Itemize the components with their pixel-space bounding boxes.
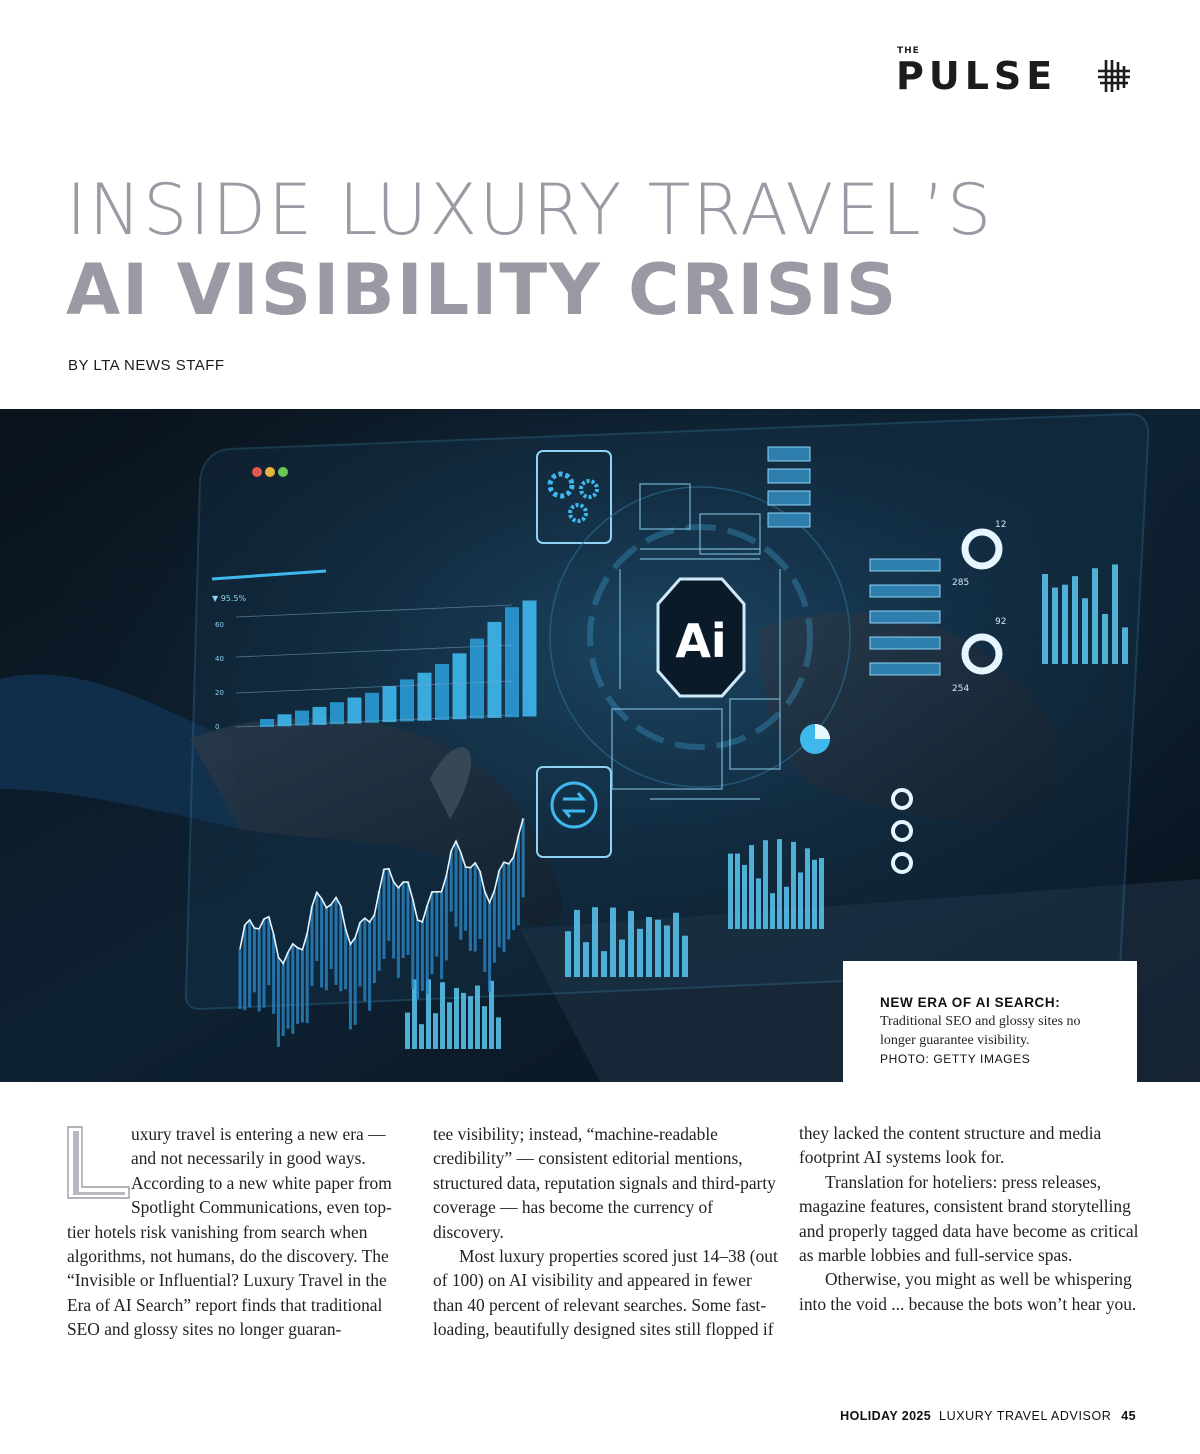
hud-bar <box>655 920 661 977</box>
photo-caption <box>843 961 1137 1082</box>
hud-bar <box>433 1013 438 1049</box>
hud-bar <box>239 949 242 1009</box>
pulse-logo-mark-icon <box>1096 58 1132 94</box>
hud-bar <box>315 892 318 961</box>
hud-bar <box>468 996 473 1049</box>
hud-bar <box>488 902 491 992</box>
hud-bar <box>488 622 502 718</box>
hud-bar <box>440 982 445 1049</box>
hud-bar <box>637 929 643 977</box>
hud-bar <box>258 929 261 1012</box>
hud-bar <box>282 963 285 1035</box>
hud-bar <box>407 882 410 955</box>
hud-bar <box>1112 564 1118 664</box>
hud-bar <box>330 904 333 968</box>
hud-bar <box>728 854 733 929</box>
article-paragraph: Translation for hoteliers: press releases, magazine features, consistent brand storytelling and properly tagged data have become as critical as marble lobbies and full-service spas. <box>799 1171 1139 1266</box>
hud-bar <box>419 1024 424 1049</box>
hud-bar <box>610 908 616 977</box>
hud-bar <box>335 898 338 985</box>
hud-bar <box>383 869 386 959</box>
hud-bar <box>784 887 789 929</box>
hud-bar <box>359 923 362 987</box>
hud-bar <box>574 910 580 977</box>
hud-bar <box>344 929 347 989</box>
hud-bar <box>503 862 506 952</box>
hud-bar <box>1082 598 1088 664</box>
caption-text: Traditional SEO and glossy sites no longer guarantee visibility. <box>880 1014 1081 1048</box>
hud-bar <box>378 891 381 971</box>
hud-bar <box>373 915 376 983</box>
hud-bar <box>459 853 462 940</box>
ring-value: 12 <box>995 520 1007 530</box>
ring-value: 92 <box>995 617 1007 627</box>
article-paragraph: tee visibility; instead, “machine-readable credibility” — consistent editorial mentions, structured data, reputation signals and third-party coverage — has become the currency of discovery. <box>433 1124 776 1242</box>
hud-bar <box>325 908 328 991</box>
hud-bar <box>421 922 424 991</box>
hud-bar <box>435 664 449 720</box>
article-paragraph: Most luxury properties scored just 14–38 (out of 100) on AI visibility and appeared in fewer than 40 percent of relevant searches. Some fast-loading, beautifully designed sites still flopped if <box>433 1246 778 1340</box>
article-column-1 <box>67 1122 412 1342</box>
article-paragraph: Otherwise, you might as well be whispering into the void ... because the bots won’t hear you. <box>799 1269 1137 1314</box>
hud-bar <box>330 702 344 724</box>
hud-bar <box>1042 574 1048 664</box>
hud-bar <box>763 840 768 929</box>
hud-bar <box>402 882 405 958</box>
hud-bar <box>461 993 466 1049</box>
hud-axis-tick: 40 <box>215 655 224 663</box>
hud-bar <box>248 920 251 1007</box>
article-paragraph: uxury travel is entering a new era — and not necessarily in good ways. According to a new white paper from Spotlight Communications, even top-tier hotels risk vanishing from search when algorithms, not humans, do the discovery. The “Invisible or Influential? Luxury Travel in the Era of AI Search” report finds that traditional SEO and glossy sites no longer guaran- <box>67 1124 392 1340</box>
hud-bar <box>1092 568 1098 664</box>
hud-bar <box>646 917 652 977</box>
photo-credit: PHOTO: GETTY IMAGES <box>880 1052 1031 1066</box>
hud-bar <box>431 892 434 974</box>
hud-bar <box>445 875 448 960</box>
hud-bar <box>482 1006 487 1049</box>
hud-bar <box>365 693 379 723</box>
hud-bar <box>311 906 314 986</box>
hud-bar <box>447 1002 452 1049</box>
hud-bar <box>354 938 357 1025</box>
hud-bar <box>272 934 275 1014</box>
ring-value: 285 <box>952 578 970 588</box>
hud-bar <box>805 848 810 929</box>
hud-bar <box>296 948 299 1024</box>
hud-bar <box>749 845 754 929</box>
hud-bar <box>512 857 515 930</box>
ai-chip-label: Ai <box>675 614 727 668</box>
page-footer <box>840 1409 1136 1423</box>
hud-bar <box>416 920 419 999</box>
page-number: 45 <box>1121 1409 1136 1423</box>
hud-bar <box>313 707 327 725</box>
hud-bar <box>397 888 400 978</box>
hud-pie-icon <box>800 724 830 754</box>
hud-bar <box>277 957 280 1047</box>
hud-bar <box>475 986 480 1049</box>
hud-bar <box>291 944 294 1034</box>
hud-bar <box>1122 627 1128 664</box>
hud-bar <box>742 865 747 929</box>
hud-bar <box>1052 588 1058 664</box>
hud-bar <box>592 907 598 977</box>
hud-bar <box>505 607 519 717</box>
hud-bar <box>498 870 501 947</box>
hud-bar <box>253 928 256 992</box>
hud-bar <box>469 868 472 951</box>
hud-bar <box>1102 614 1108 664</box>
hud-bar <box>464 867 467 931</box>
section-logo <box>896 46 1136 98</box>
hud-bar <box>819 858 824 929</box>
hud-bar <box>756 878 761 929</box>
hud-bar <box>479 871 482 939</box>
headline-line-1: INSIDE LUXURY TRAVEL’S <box>66 169 994 251</box>
hud-bar <box>387 869 390 941</box>
hud-bar <box>470 639 484 719</box>
hud-bar <box>791 842 796 929</box>
hud-bar <box>295 711 309 726</box>
hud-bar <box>349 944 352 1029</box>
hud-bar <box>363 918 366 1001</box>
hud-bar <box>287 952 290 1028</box>
hud-axis-tick: 0 <box>215 723 220 731</box>
byline: BY LTA NEWS STAFF <box>68 357 225 374</box>
hud-axis-tick: 60 <box>215 621 224 629</box>
hud-bar <box>507 864 510 940</box>
hud-bar <box>267 917 270 985</box>
hud-bar <box>435 892 438 957</box>
hud-bar <box>496 1017 501 1049</box>
hud-bar <box>628 911 634 977</box>
hud-bar <box>453 653 467 719</box>
section-kicker: THE <box>897 46 920 56</box>
hud-bar <box>306 933 309 1023</box>
hud-bar <box>1072 576 1078 664</box>
hud-bar <box>474 863 477 952</box>
caption-title: NEW ERA OF AI SEARCH: <box>880 995 1061 1010</box>
article-paragraph: they lacked the content structure and media footprint AI systems look for. <box>799 1123 1102 1168</box>
hud-bar <box>583 942 589 977</box>
hud-bar <box>601 951 607 977</box>
hud-axis-tick: 20 <box>215 689 224 697</box>
headline-line-2: AI VISIBILITY CRISIS <box>66 249 899 331</box>
hud-bar <box>619 940 625 977</box>
section-name: PULSE <box>896 54 1058 98</box>
hud-bar <box>798 872 803 929</box>
hud-bar <box>418 673 432 721</box>
hud-bar <box>383 686 397 722</box>
hud-bar <box>523 601 537 717</box>
hud-bar <box>392 882 395 959</box>
hud-bar <box>1062 585 1068 664</box>
hud-bar <box>812 860 817 929</box>
hud-bar <box>320 899 323 988</box>
footer-magazine: LUXURY TRAVEL ADVISOR <box>939 1409 1112 1423</box>
hud-bar <box>426 906 429 995</box>
hud-bar <box>735 854 740 929</box>
hud-bar <box>455 841 458 927</box>
hud-bar <box>368 922 371 1011</box>
drop-cap <box>67 1126 131 1199</box>
hud-bar <box>565 931 571 977</box>
ring-value: 254 <box>952 684 970 694</box>
hud-bar <box>682 936 688 977</box>
hud-bar <box>493 891 496 963</box>
article-column-2 <box>433 1122 778 1342</box>
hud-bar <box>517 836 520 926</box>
hud-bar <box>301 950 304 1023</box>
hud-bar <box>777 839 782 929</box>
hud-bar <box>673 913 679 977</box>
hud-bar <box>664 925 670 977</box>
footer-issue: HOLIDAY 2025 <box>840 1409 932 1423</box>
hud-bar <box>522 818 525 897</box>
hud-bar <box>440 892 443 979</box>
hud-bar <box>405 1013 410 1049</box>
hud-bar <box>483 892 486 972</box>
hud-bar <box>348 698 362 724</box>
hud-bar <box>411 899 414 989</box>
article-column-3 <box>799 1121 1144 1316</box>
hud-readout: ▼ 95.5% <box>212 594 247 603</box>
hud-bar <box>770 893 775 929</box>
hud-bar <box>243 925 246 1010</box>
hud-bar <box>263 919 266 1008</box>
hud-bar <box>339 906 342 991</box>
hud-bar <box>454 988 459 1049</box>
